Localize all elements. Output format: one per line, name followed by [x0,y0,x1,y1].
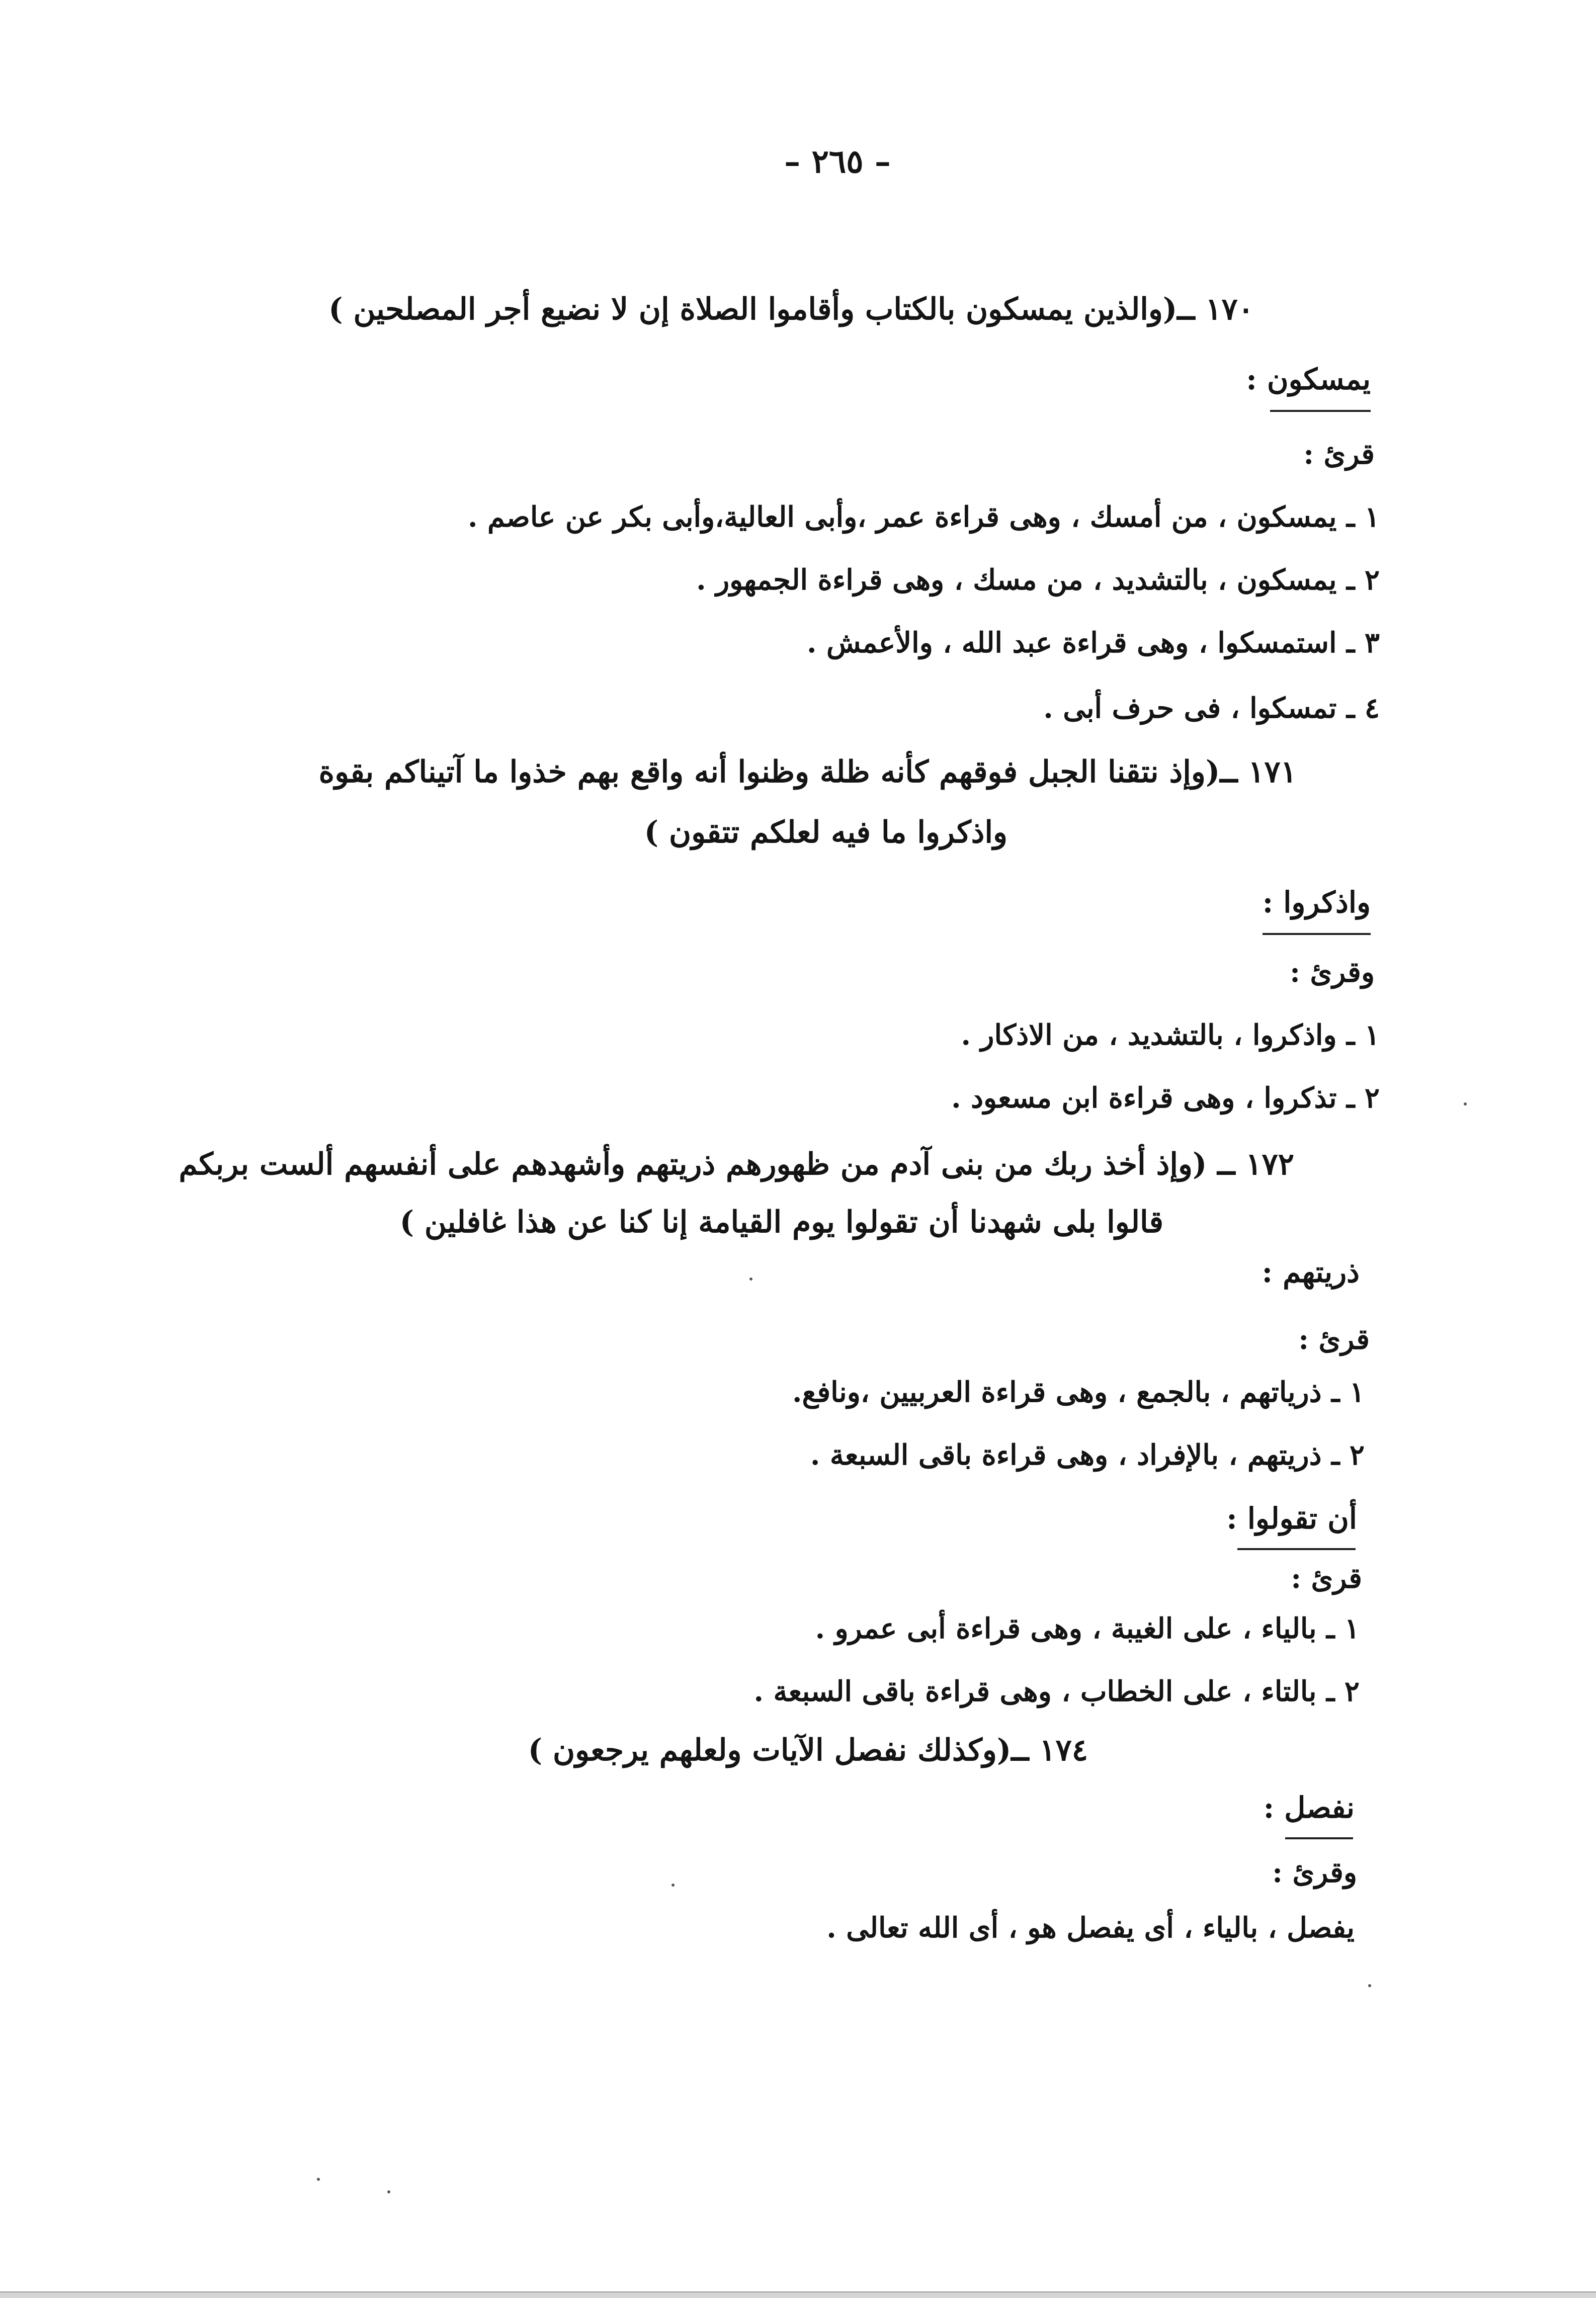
reading-line: ٢ ـ تذكروا ، وهى قراءة ابن مسعود . [951,1081,1380,1115]
reading-line: ٢ ـ بالتاء ، على الخطاب ، وهى قراءة باقى السبعة . [753,1675,1360,1708]
verse-171-line-1: ١٧١ ــ(وإذ نتقنا الجبل فوقهم كأنه ظلة وظنوا أنه واقع بهم خذوا ما آتيناكم بقوة [318,754,1297,790]
heading-underline [1270,410,1371,412]
heading-nufassil: نفصل : [1263,1791,1355,1825]
verse-172-line-2: قالوا بلى شهدنا أن تقولوا يوم القيامة إنا كنا عن هذا غافلين ) [399,1205,1163,1240]
verse-170: ١٧٠ ــ(والذين يمسكون بالكتاب وأقاموا الصلاة إن لا نضيع أجر المصلحين ) [328,292,1254,327]
qurrea-label: قرئ : [1291,1562,1362,1595]
qurrea-label: وقرئ : [1290,956,1375,989]
scan-speck [749,1278,752,1281]
reading-line: ٣ ـ استمسكوا ، وهى قراءة عبد الله ، والأعمش . [807,626,1380,659]
scan-speck [317,2178,320,2181]
reading-line: ١ ـ يمسكون ، من أمسك ، وهى قراءة عمر ،وأبى العالية،وأبى بكر عن عاصم . [468,500,1380,534]
scan-speck [671,1884,675,1887]
reading-line: ٢ ـ يمسكون ، بالتشديد ، من مسك ، وهى قراءة الجمهور . [696,563,1380,597]
qurrea-label: قرئ : [1298,1323,1370,1356]
page-number: – ٢٦٥ – [784,143,891,181]
heading-dhurriyyatahum: ذريتهم : [1262,1255,1360,1289]
verse-171-line-2: واذكروا ما فيه لعلكم تتقون ) [644,815,1007,850]
viewer-bottom-border [0,2291,1596,2298]
reading-line: ١ ـ ذرياتهم ، بالجمع ، وهى قراءة العربيين ،ونافع. [792,1376,1365,1409]
reading-line: ١ ـ واذكروا ، بالتشديد ، من الاذكار . [961,1018,1380,1052]
reading-line: ٢ ـ ذريتهم ، بالإفراد ، وهى قراءة باقى السبعة . [810,1438,1365,1472]
reading-line: يفصل ، بالياء ، أى يفصل هو ، أى الله تعالى . [826,1911,1355,1944]
heading-underline [1285,1837,1353,1839]
qurrea-label: قرئ : [1303,438,1375,471]
heading-yumsikun: يمسكون : [1246,362,1371,396]
verse-172-line-1: ١٧٢ ــ (وإذ أخذ ربك من بنى آدم من ظهورهم ذريتهم وأشهدهم على أنفسهم ألست بربكم [179,1147,1294,1182]
heading-underline [1237,1548,1356,1550]
heading-underline [1263,933,1371,935]
scan-speck [1368,1984,1371,1987]
scan-speck [1464,1102,1467,1105]
heading-an-taqulu: أن تقولوا : [1226,1501,1357,1536]
reading-line: ١ ـ بالياء ، على الغيبة ، وهى قراءة أبى عمرو . [815,1612,1360,1645]
reading-line: ٤ ـ تمسكوا ، فى حرف أبى . [1043,692,1380,725]
heading-wadhkuru: واذكروا : [1262,885,1371,919]
scan-speck [387,2190,390,2193]
qurrea-label: وقرئ : [1272,1856,1357,1889]
verse-174: ١٧٤ ــ(وكذلك نفصل الآيات ولعلهم يرجعون ) [528,1733,1088,1768]
